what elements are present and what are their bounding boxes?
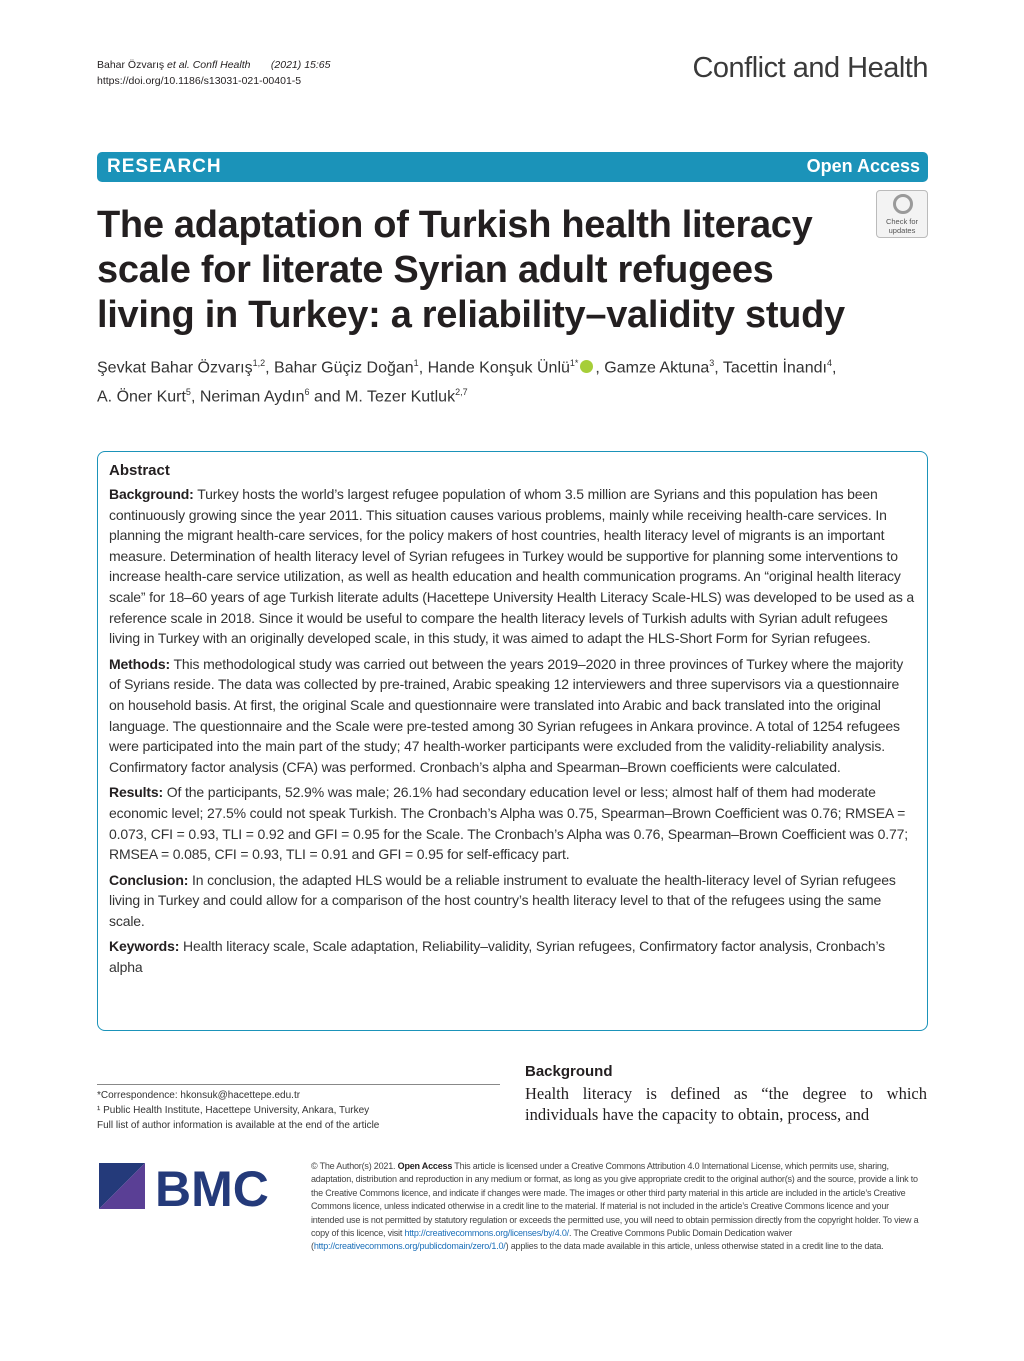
citation-authors: Bahar Özvarış	[97, 59, 165, 71]
affiliation-note: ¹ Public Health Institute, Hacettepe University, Ankara, Turkey	[97, 1105, 370, 1116]
citation-header	[97, 57, 330, 89]
abstract-conclusion: Conclusion: In conclusion, the adapted HLS would be a reliable instrument to evaluate the health-literacy level of Syrian refugees living in Turkey and could allow for a comparison of the host country’s health literacy level to that of the refugees using the same scale.	[109, 871, 896, 929]
author-name[interactable]: A. Öner Kurt	[97, 388, 186, 406]
bmc-logo	[99, 1163, 289, 1213]
author-affiliation: 1,2	[252, 358, 266, 368]
footnote-divider	[97, 1084, 500, 1085]
author-list: Şevkat Bahar Özvarış$^{1,2}$, Bahar Güçiz Doğan$^1$, Hande Konşuk Ünlü$^{1*}$ , Gamze Aktuna$^3$, Tacettin İnandı$^4$, A. Öner Kurt$^5$, Neriman Aydın$^6$ and M. Tezer Kutluk$^{2,7}$	[97, 358, 837, 406]
footnotes	[97, 1088, 507, 1133]
bmc-logo-text: BMC	[155, 1163, 269, 1213]
abstract-methods: Methods: This methodological study was carried out between the years 2019–2020 in three provinces of Turkey where the majority of Syrians reside. The data was collected by pre-trained, Arabic speaking 12 interviewers and three supervisors via a questionnaire on household basis. At first, the original Scale and questionnaire were translated into Arabic and back translated into the original language. The questionnaire and the Scale were pre-tested among 30 Syrian refugees in Ankara province. A total of 1254 refugees were participated into the main part of the study; 47 health-worker participants were excluded from the validity-reliability analysis. Confirmatory factor analysis (CFA) was performed. Cronbach’s alpha and Spearman–Brown coefficients were calculated.	[109, 655, 904, 775]
author-affiliation: 1	[413, 358, 419, 368]
citation-line	[97, 57, 330, 73]
license-text: © The Author(s) 2021. Open Access This article is licensed under a Creative Commons Attribution 4.0 International License, which permits use, sharing, adaptation, distribution and reproduction in any medium or format, as long as you give appropriate credit to the original author(s) and the source, provide a link to the Creative Commons licence, and indicate if changes were made. The images or other third party material in this article are included in the article’s Creative Commons licence, unless indicated otherwise in a credit line to the material. If material is not included in the article’s Creative Commons licence and your intended use is not permitted by statutory regulation or exceeds the permitted use, you will need to obtain permission directly from the copyright holder. To view a copy of this licence, visit http://creativecommons.org/licenses/by/4.0/. The Creative Commons Public Domain Dedication waiver (http://creativecommons.org/publicdomain/zero/1.0/) applies to the data made available in this article, unless otherwise stated in a credit line to the data.	[311, 1161, 919, 1252]
section-label: RESEARCH	[107, 156, 222, 177]
author-name[interactable]: Hande Konşuk Ünlü	[427, 359, 570, 377]
background-heading: Background	[525, 1063, 613, 1080]
abstract-results: Results: Of the participants, 52.9% was male; 26.1% had secondary education level or less; almost half of them had moderate economic level; 27.5% could not speak Turkish. The Cronbach’s Alpha was 0.75, Spearman–Brown Coefficient was 0.76; RMSEA = 0.073, CFI = 0.93, TLI = 0.92 and GFI = 0.95 for the Scale. The Cronbach’s Alpha was 0.76, Spearman–Brown Coefficient was 0.77; RMSEA = 0.085, CFI = 0.93, TLI = 0.91 and GFI = 0.95 for self-efficacy part.	[109, 784, 909, 863]
author-affiliation: 4	[826, 358, 832, 368]
abstract-background: Background: Turkey hosts the world’s largest refugee population of whom 3.5 million are Syrians and this population has been continuously growing since the year 2011. This situation causes various problems, mainly while receiving health-care services. In planning the migrant health-care services, for the policy makers of host countries, health literacy level of migrants is an important measure. Determination of health literacy level of Syrian refugees in Turkey would be supportive for planning some interventions to increase health-care service utilization, as well as health education and health communication programs. An “original health literacy scale” for 18–60 years of age Turkish literate adults (Hacettepe University Health Literacy Scale-HLS) was developed to be used as a reference scale in 2018. Since it would be useful to compare the health literacy levels of Turkish adults with Syrian adult refugees living in Turkey with an originally developed scale, in this study, it was aimed to adapt the HLS-Short Form for Syrian refugees.	[109, 486, 915, 647]
author-info-note: Full list of author information is available at the end of the article	[97, 1120, 380, 1131]
author-affiliation: 3	[709, 358, 715, 368]
background-text: Health literacy is defined as “the degree to which individuals have the capacity to obtain, process, and	[525, 1084, 927, 1124]
citation-journal: et al. Confl Health	[164, 59, 251, 71]
license-link[interactable]: http://creativecommons.org/licenses/by/4.0/	[404, 1228, 569, 1239]
check-updates-label: Check for updates	[885, 217, 919, 235]
public-domain-link[interactable]: http://creativecommons.org/publicdomain/zero/1.0/	[313, 1241, 506, 1252]
open-access-label: Open Access	[806, 156, 920, 176]
orcid-icon[interactable]	[580, 360, 593, 373]
article-title: The adaptation of Turkish health literacy scale for literate Syrian adult refugees living in Turkey: a reliability–validity study	[97, 204, 845, 336]
author-name[interactable]: Gamze Aktuna	[604, 359, 710, 377]
check-updates-icon	[893, 194, 913, 214]
author-name[interactable]: Tacettin İnandı	[722, 359, 827, 377]
check-for-updates-button[interactable]	[876, 190, 928, 238]
correspondence-note[interactable]: *Correspondence: hkonsuk@hacettepe.edu.tr	[97, 1090, 301, 1101]
author-name[interactable]: Bahar Güçiz Doğan	[274, 359, 414, 377]
author-affiliation: 5	[185, 387, 191, 398]
journal-name: Conflict and Health	[692, 52, 928, 84]
abstract-heading: Abstract	[109, 462, 170, 479]
abstract-box	[97, 451, 928, 1031]
author-name[interactable]: Neriman Aydın	[199, 388, 305, 406]
author-affiliation: 1*	[569, 358, 579, 368]
section-band	[97, 152, 928, 182]
author-name[interactable]: M. Tezer Kutluk	[345, 388, 456, 406]
author-affiliation: 2,7	[455, 387, 468, 398]
citation-year: (2021) 15:65	[270, 59, 331, 71]
author-affiliation: 6	[304, 387, 310, 398]
doi-link[interactable]: https://doi.org/10.1186/s13031-021-00401-5	[97, 75, 302, 87]
abstract-keywords: Keywords: Health literacy scale, Scale adaptation, Reliability–validity, Syrian refugees, Confirmatory factor analysis, Cronbach’s alpha	[109, 938, 886, 976]
author-name[interactable]: Şevkat Bahar Özvarış	[97, 359, 253, 377]
